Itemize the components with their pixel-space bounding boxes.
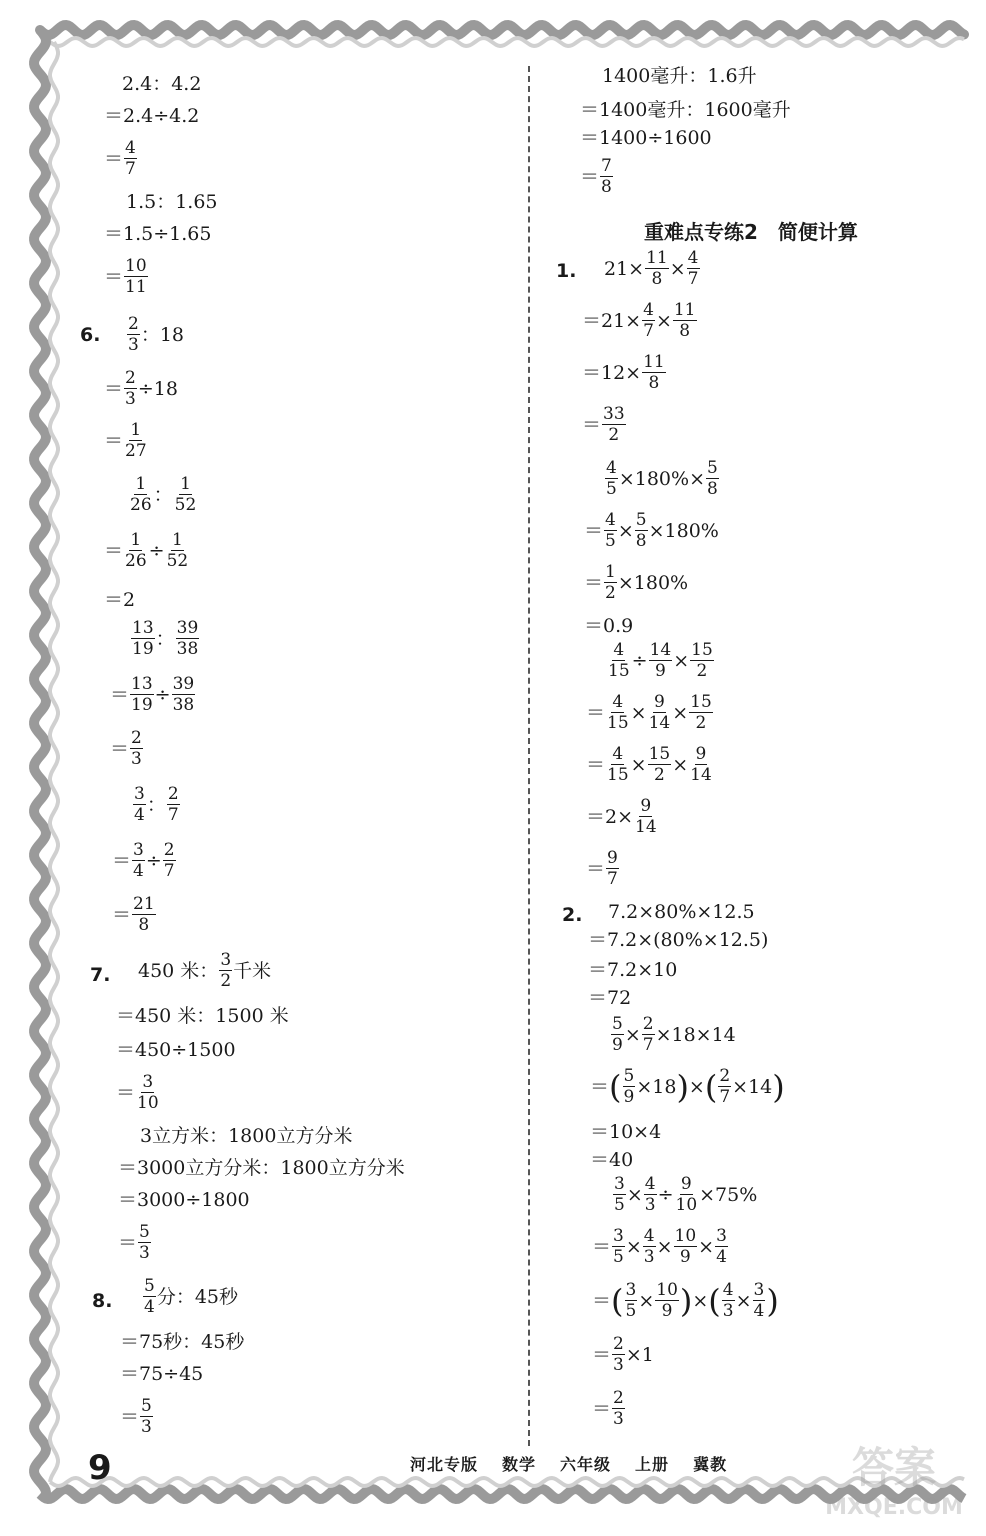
expr-line: 2.4：4.2 xyxy=(122,73,202,95)
expr-line: $\frac{13}{19}$ ： $\frac{39}{38}$ xyxy=(132,618,199,659)
fraction: $\frac{9}{10}$ xyxy=(675,1174,698,1215)
question-number: 2. xyxy=(562,904,583,926)
column-divider xyxy=(528,66,530,1446)
footer-volume: 上册 xyxy=(635,1455,670,1474)
fraction: $\frac{5}{4}$ xyxy=(144,1276,155,1317)
expr-line: ＝7.2×(80%×12.5) xyxy=(588,929,769,951)
fraction: $\frac{39}{38}$ xyxy=(172,674,195,715)
fraction: $\frac{21}{8}$ xyxy=(133,894,155,935)
fraction: $\frac{2}{3}$ xyxy=(613,1388,624,1429)
fraction: $\frac{3}{2}$ xyxy=(220,950,232,991)
footer-publisher: 冀教 xyxy=(693,1455,728,1474)
expr-line: ＝2× $\frac{9}{14}$ xyxy=(586,796,657,837)
expr-line: ＝ $\frac{1}{26}$ ÷ $\frac{1}{52}$ xyxy=(104,530,189,571)
fraction: $\frac{2}{7}$ xyxy=(163,840,175,881)
fraction: $\frac{9}{14}$ xyxy=(635,796,657,837)
expr-line: ＝ $\frac{4}{15}$ × $\frac{9}{14}$ × $\frac{15}{2}$ xyxy=(586,692,712,733)
footer-grade: 六年级 xyxy=(560,1455,612,1474)
section-heading: 重难点专练2 简便计算 xyxy=(644,220,858,244)
expr-line: 7.2×80%×12.5 xyxy=(608,901,755,923)
expr-line: ＝ $\frac{2}{3}$ xyxy=(110,728,142,769)
fraction: $\frac{13}{19}$ xyxy=(131,674,153,715)
fraction: $\frac{4}{15}$ xyxy=(608,640,630,681)
expr-line: ＝ $\frac{7}{8}$ xyxy=(580,156,612,197)
expr-line: 1.5：1.65 xyxy=(126,191,218,213)
fraction: $\frac{14}{9}$ xyxy=(649,640,672,681)
expr-line: ＝ $\frac{5}{3}$ xyxy=(118,1222,150,1263)
watermark-logo xyxy=(814,1432,974,1522)
fraction: $\frac{5}{9}$ xyxy=(623,1066,635,1107)
fraction: $\frac{1}{52}$ xyxy=(174,474,197,515)
fraction: $\frac{1}{27}$ xyxy=(125,420,147,461)
expr-line: $\frac{4}{5}$ ×180%× $\frac{5}{8}$ xyxy=(606,458,718,499)
expr-line: ＝10×4 xyxy=(590,1121,662,1143)
fraction: $\frac{3}{5}$ xyxy=(613,1226,624,1267)
fraction: $\frac{2}{3}$ xyxy=(125,368,136,409)
expr-line: ＝ $\frac{2}{3}$ ÷18 xyxy=(104,368,178,409)
fraction: $\frac{33}{2}$ xyxy=(603,404,625,445)
expr-line: ＝ $\frac{1}{2}$ ×180% xyxy=(584,562,689,603)
fraction: $\frac{4}{7}$ xyxy=(125,138,136,179)
expr-line: ＝1.5÷1.65 xyxy=(104,223,212,245)
footer-info xyxy=(410,1452,727,1475)
expr-line: ＝1400÷1600 xyxy=(580,127,712,149)
expr-line: ＝75÷45 xyxy=(120,1363,204,1385)
fraction: $\frac{4}{3}$ xyxy=(722,1280,734,1321)
expr-line: ＝ $\frac{1}{27}$ xyxy=(104,420,147,461)
fraction: $\frac{2}{7}$ xyxy=(167,784,179,825)
fraction: $\frac{5}{3}$ xyxy=(141,1396,152,1437)
fraction: $\frac{2}{7}$ xyxy=(642,1014,654,1055)
expr-line: ＝2.4÷4.2 xyxy=(104,105,200,127)
expr-line: ＝ $\frac{33}{2}$ xyxy=(582,404,625,445)
expr-line: ＝ $\frac{2}{3}$ xyxy=(592,1388,624,1429)
svg-text:MXQE.COM: MXQE.COM xyxy=(825,1495,963,1520)
fraction: $\frac{1}{2}$ xyxy=(605,562,616,603)
fraction: $\frac{11}{8}$ xyxy=(646,248,668,289)
fraction: $\frac{2}{7}$ xyxy=(719,1066,731,1107)
expr-line: 3立方米：1800立方分米 xyxy=(140,1125,353,1147)
fraction: $\frac{4}{3}$ xyxy=(644,1174,656,1215)
fraction: $\frac{9}{14}$ xyxy=(648,692,671,733)
fraction: $\frac{5}{8}$ xyxy=(635,510,647,551)
fraction: $\frac{10}{11}$ xyxy=(125,256,147,297)
expr-line: $\frac{3}{5}$ × $\frac{4}{3}$ ÷ $\frac{9}{10}$ ×75% xyxy=(614,1174,758,1215)
expr-line: ＝ $\frac{4}{15}$ × $\frac{15}{2}$ × $\frac{9}{14}$ xyxy=(586,744,712,785)
fraction: $\frac{9}{7}$ xyxy=(607,848,618,889)
fraction: $\frac{4}{7}$ xyxy=(687,248,699,289)
expr-line: ＝72 xyxy=(588,987,632,1009)
expr-line: 1400毫升：1.6升 xyxy=(602,65,757,87)
fraction: $\frac{4}{7}$ xyxy=(643,300,654,341)
expr-line: ＝ $\frac{2}{3}$ ×1 xyxy=(592,1334,654,1375)
expr-line: $\frac{3}{4}$ ： $\frac{2}{7}$ xyxy=(134,784,179,825)
expr-line: ＝40 xyxy=(590,1149,634,1171)
question-number: 1. xyxy=(556,260,577,282)
expr-line: ＝450÷1500 xyxy=(116,1039,236,1061)
expr-line: ＝12× $\frac{11}{8}$ xyxy=(582,352,665,393)
expr-line: ＝ $\frac{21}{8}$ xyxy=(112,894,155,935)
expr-line: ＝ $\frac{3}{4}$ ÷ $\frac{2}{7}$ xyxy=(112,840,175,881)
fraction: $\frac{3}{5}$ xyxy=(625,1280,637,1321)
fraction: $\frac{15}{2}$ xyxy=(648,744,671,785)
question-number: 6. xyxy=(80,324,101,346)
expr-line: ＝ $\frac{3}{5}$ × $\frac{4}{3}$ × $\frac{10}{9}$ × $\frac{3}{4}$ xyxy=(592,1226,727,1267)
expr-line: ＝ $\frac{3}{10}$ xyxy=(116,1072,159,1113)
expr-line: ＝ $\frac{10}{11}$ xyxy=(104,256,147,297)
fraction: $\frac{10}{9}$ xyxy=(674,1226,697,1267)
fraction: $\frac{4}{3}$ xyxy=(643,1226,655,1267)
fraction: $\frac{15}{2}$ xyxy=(690,692,712,733)
fraction: $\frac{5}{9}$ xyxy=(612,1014,623,1055)
expr-line: 450 米： $\frac{3}{2}$ 千米 xyxy=(138,950,272,991)
fraction: $\frac{10}{9}$ xyxy=(656,1280,678,1321)
fraction: $\frac{11}{8}$ xyxy=(673,300,696,341)
fraction: $\frac{15}{2}$ xyxy=(691,640,713,681)
expr-line: ＝3000立方分米：1800立方分米 xyxy=(118,1157,405,1179)
footer-subject: 数学 xyxy=(502,1455,537,1474)
expr-line: ＝ $\frac{13}{19}$ ÷ $\frac{39}{38}$ xyxy=(110,674,195,715)
expr-line: $\frac{4}{15}$ ÷ $\frac{14}{9}$ × $\frac{15}{2}$ xyxy=(608,640,713,681)
fraction: $\frac{3}{4}$ xyxy=(134,784,145,825)
fraction: $\frac{5}{3}$ xyxy=(139,1222,150,1263)
expr-line: ＝3000÷1800 xyxy=(118,1189,250,1211)
page-number: 9 xyxy=(88,1448,112,1488)
expr-line: ＝0.9 xyxy=(584,615,634,637)
fraction: $\frac{4}{15}$ xyxy=(607,692,629,733)
fraction: $\frac{4}{5}$ xyxy=(605,510,616,551)
expr-line: ＝ ( $\frac{3}{5}$ × $\frac{10}{9}$ ) × ( $\frac{4}{3}$ × $\frac{3}{4}$ ) xyxy=(592,1280,779,1321)
expr-line: ＝450 米：1500 米 xyxy=(116,1005,289,1027)
fraction: $\frac{3}{4}$ xyxy=(716,1226,727,1267)
expr-line: 21× $\frac{11}{8}$ × $\frac{4}{7}$ xyxy=(604,248,699,289)
fraction: $\frac{1}{26}$ xyxy=(130,474,152,515)
fraction: $\frac{1}{26}$ xyxy=(125,530,147,571)
expr-line: ＝2 xyxy=(104,589,136,611)
fraction: $\frac{13}{19}$ xyxy=(132,618,154,659)
fraction: $\frac{5}{8}$ xyxy=(707,458,718,499)
fraction: $\frac{3}{4}$ xyxy=(133,840,144,881)
fraction: $\frac{3}{5}$ xyxy=(614,1174,625,1215)
fraction: $\frac{2}{3}$ xyxy=(613,1334,624,1375)
expr-line: $\frac{2}{3}$ ：18 xyxy=(128,314,185,355)
question-number: 7. xyxy=(90,964,111,986)
expr-line: ＝1400毫升：1600毫升 xyxy=(580,99,791,121)
fraction: $\frac{2}{3}$ xyxy=(128,314,139,355)
fraction: $\frac{2}{3}$ xyxy=(131,728,142,769)
expr-line: ＝ $\frac{4}{5}$ × $\frac{5}{8}$ ×180% xyxy=(584,510,719,551)
expr-line: $\frac{5}{4}$ 分：45秒 xyxy=(144,1276,239,1317)
expr-line: ＝21× $\frac{4}{7}$ × $\frac{11}{8}$ xyxy=(582,300,696,341)
svg-text:答案: 答案 xyxy=(851,1443,937,1492)
fraction: $\frac{1}{52}$ xyxy=(166,530,189,571)
expr-line: ＝ $\frac{5}{3}$ xyxy=(120,1396,152,1437)
fraction: $\frac{7}{8}$ xyxy=(601,156,612,197)
expr-line: ＝ $\frac{4}{7}$ xyxy=(104,138,136,179)
expr-line: ＝75秒：45秒 xyxy=(120,1331,245,1353)
fraction: $\frac{4}{15}$ xyxy=(607,744,629,785)
fraction: $\frac{9}{14}$ xyxy=(690,744,712,785)
fraction: $\frac{3}{4}$ xyxy=(753,1280,765,1321)
expr-line: ＝ $\frac{9}{7}$ xyxy=(586,848,618,889)
expr-line: ＝ ( $\frac{5}{9}$ ×18 ) × ( $\frac{2}{7}$ ×14 ) xyxy=(590,1066,785,1107)
fraction: $\frac{3}{10}$ xyxy=(137,1072,159,1113)
expr-line: $\frac{1}{26}$ ： $\frac{1}{52}$ xyxy=(130,474,197,515)
expr-line: $\frac{5}{9}$ × $\frac{2}{7}$ ×18×14 xyxy=(612,1014,736,1055)
fraction: $\frac{11}{8}$ xyxy=(643,352,665,393)
expr-line: ＝7.2×10 xyxy=(588,959,678,981)
question-number: 8. xyxy=(92,1290,113,1312)
footer-edition: 河北专版 xyxy=(410,1455,479,1474)
fraction: $\frac{39}{38}$ xyxy=(176,618,199,659)
fraction: $\frac{4}{5}$ xyxy=(606,458,617,499)
